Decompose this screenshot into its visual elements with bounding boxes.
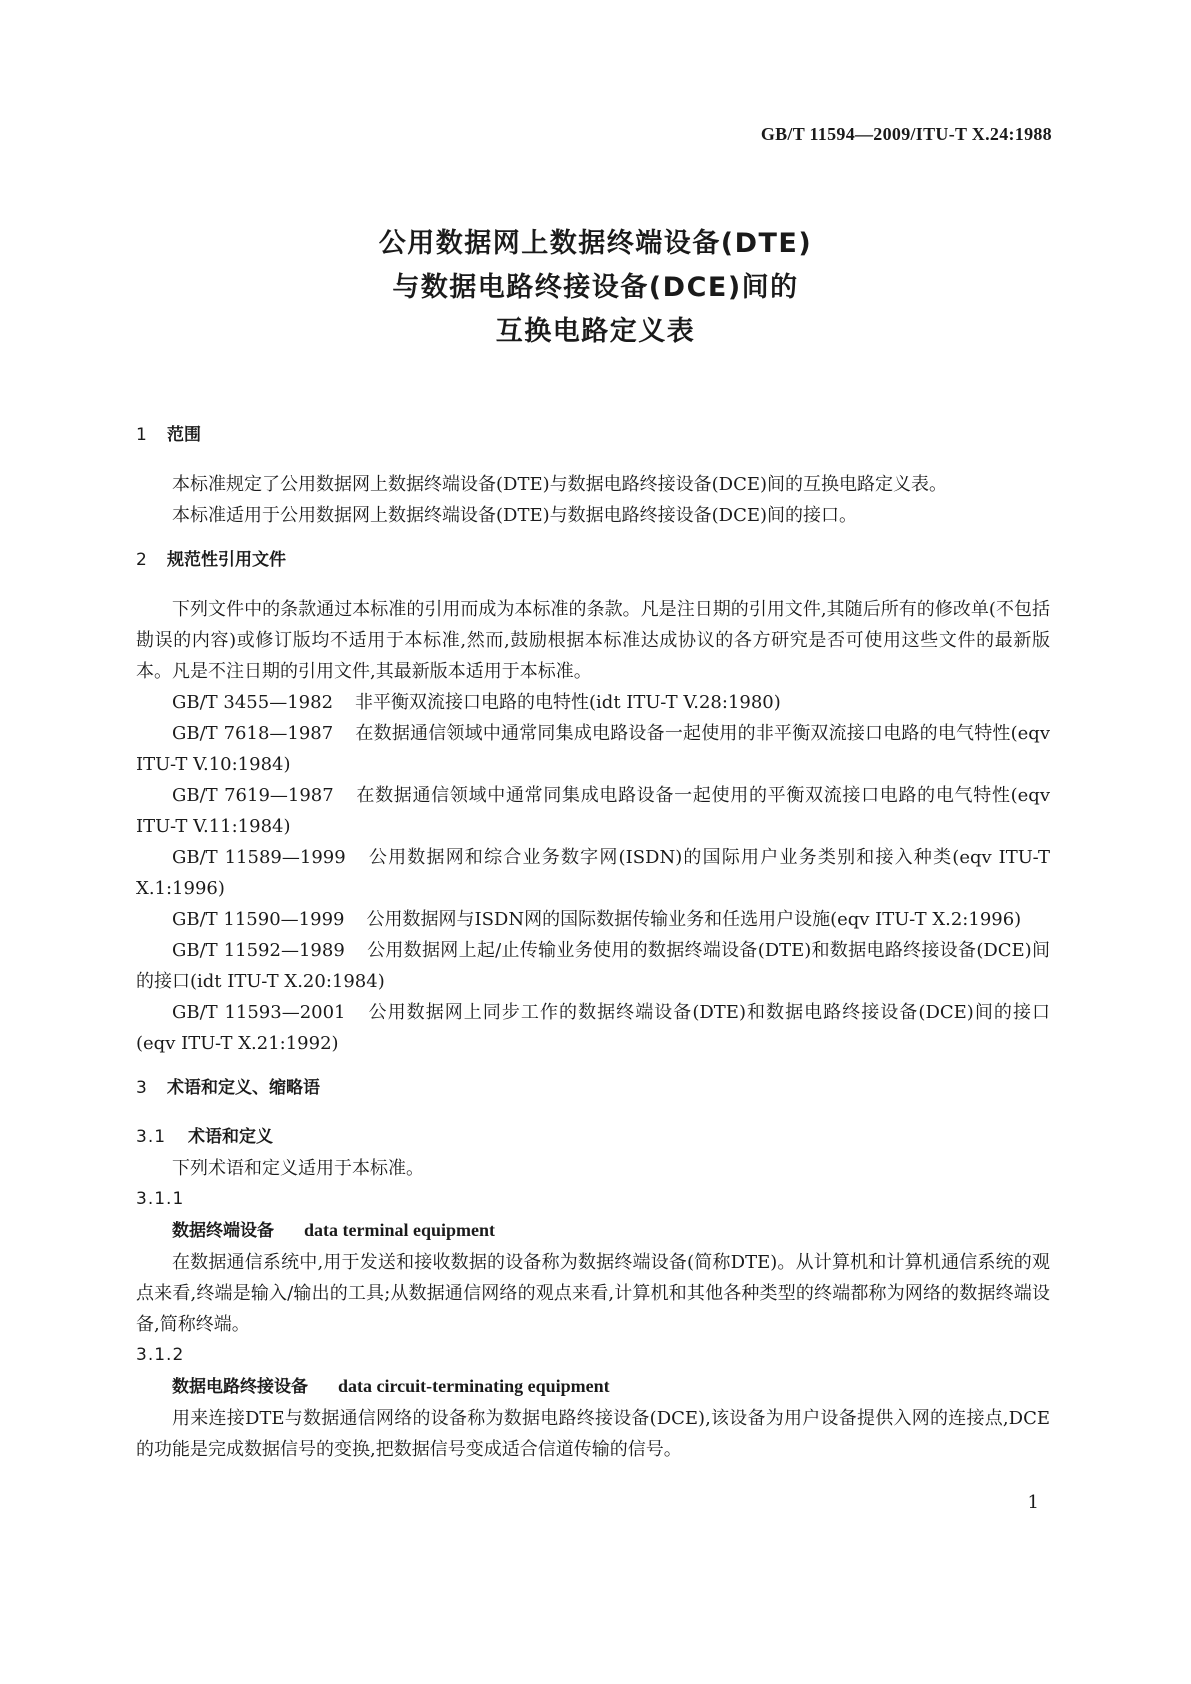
title-line-3: 互换电路定义表: [495, 316, 696, 347]
section-title: 术语和定义、缩略语: [167, 1078, 320, 1098]
reference-title: 在数据通信领域中通常同集成电路设备一起使用的平衡双流接口电路的电气特性(eqv ITU-T V.11:1984): [136, 785, 1050, 837]
term-number: 3.1.2: [136, 1345, 185, 1365]
section-number: 3: [136, 1078, 147, 1098]
section-number: 1: [136, 425, 147, 445]
term-english: data terminal equipment: [304, 1220, 495, 1240]
reference-item: [136, 687, 1050, 718]
term-definition: 在数据通信系统中,用于发送和接收数据的设备称为数据终端设备(简称DTE)。从计算机和计算机通信系统的观点来看,终端是输入/输出的工具;从数据通信网络的观点来看,计算机和其他各种类型的终端都称为网络的数据终端设备,简称终端。: [136, 1252, 1050, 1335]
reference-code: GB/T 3455—1982: [172, 692, 334, 713]
section-3-heading: [136, 1073, 1050, 1104]
reference-title: 公用数据网与ISDN网的国际数据传输业务和任选用户设施(eqv ITU-T X.2:1996): [366, 909, 1022, 930]
section-title: 范围: [167, 425, 201, 445]
section-2-heading: [136, 545, 1050, 576]
reference-item: [136, 904, 1050, 935]
paragraph: 下列术语和定义适用于本标准。: [172, 1158, 424, 1179]
title-line-2: 与数据电路终接设备(DCE)间的: [392, 272, 799, 303]
reference-code: GB/T 11589—1999: [172, 847, 346, 868]
term-definition: 用来连接DTE与数据通信网络的设备称为数据电路终接设备(DCE),该设备为用户设备提供入网的连接点,DCE的功能是完成数据信号的变换,把数据信号变成适合信道传输的信号。: [136, 1408, 1050, 1460]
reference-item: [136, 997, 1050, 1059]
reference-code: GB/T 11592—1989: [172, 940, 345, 961]
subsection-number: 3.1: [136, 1127, 167, 1147]
document-title: [0, 222, 1191, 354]
term-english: data circuit-terminating equipment: [338, 1376, 610, 1396]
term-chinese: 数据终端设备: [172, 1221, 274, 1241]
reference-title: 非平衡双流接口电路的电特性(idt ITU-T V.28:1980): [355, 692, 781, 713]
reference-code: GB/T 11593—2001: [172, 1002, 346, 1023]
paragraph: 本标准适用于公用数据网上数据终端设备(DTE)与数据电路终接设备(DCE)间的接口。: [172, 505, 858, 526]
paragraph: 下列文件中的条款通过本标准的引用而成为本标准的条款。凡是注日期的引用文件,其随后所有的修改单(不包括勘误的内容)或修订版均不适用于本标准,然而,鼓励根据本标准达成协议的各方研究是否可使用这些文件的最新版本。凡是不注日期的引用文件,其最新版本适用于本标准。: [136, 599, 1050, 682]
reference-item: [136, 935, 1050, 997]
standard-code: GB/T 11594—2009/ITU-T X.24:1988: [760, 124, 1052, 144]
reference-title: 公用数据网和综合业务数字网(ISDN)的国际用户业务类别和接入种类(eqv ITU-T X.1:1996): [136, 847, 1051, 899]
reference-code: GB/T 7619—1987: [172, 785, 334, 806]
subsection-title: 术语和定义: [188, 1127, 273, 1147]
reference-code: GB/T 11590—1999: [172, 909, 345, 930]
section-number: 2: [136, 550, 147, 570]
page-number: 1: [1027, 1492, 1039, 1513]
reference-item: [136, 780, 1050, 842]
subsection-3-1-heading: [136, 1122, 1050, 1153]
reference-item: [136, 842, 1050, 904]
term-number: 3.1.1: [136, 1189, 185, 1209]
title-line-1: 公用数据网上数据终端设备(DTE): [378, 228, 813, 259]
term-heading: [136, 1215, 1050, 1247]
document-body: [136, 410, 1050, 1465]
reference-title: 在数据通信领域中通常同集成电路设备一起使用的非平衡双流接口电路的电气特性(eqv ITU-T V.10:1984): [136, 723, 1050, 775]
term-heading: [136, 1371, 1050, 1403]
reference-title: 公用数据网上同步工作的数据终端设备(DTE)和数据电路终接设备(DCE)间的接口(eqv ITU-T X.21:1992): [136, 1002, 1050, 1054]
section-title: 规范性引用文件: [167, 550, 286, 570]
term-chinese: 数据电路终接设备: [172, 1377, 308, 1397]
paragraph: 本标准规定了公用数据网上数据终端设备(DTE)与数据电路终接设备(DCE)间的互换电路定义表。: [172, 474, 948, 495]
reference-item: [136, 718, 1050, 780]
section-1-heading: [136, 420, 1050, 451]
reference-code: GB/T 7618—1987: [172, 723, 334, 744]
reference-title: 公用数据网上起/止传输业务使用的数据终端设备(DTE)和数据电路终接设备(DCE)间的接口(idt ITU-T X.20:1984): [136, 940, 1051, 992]
